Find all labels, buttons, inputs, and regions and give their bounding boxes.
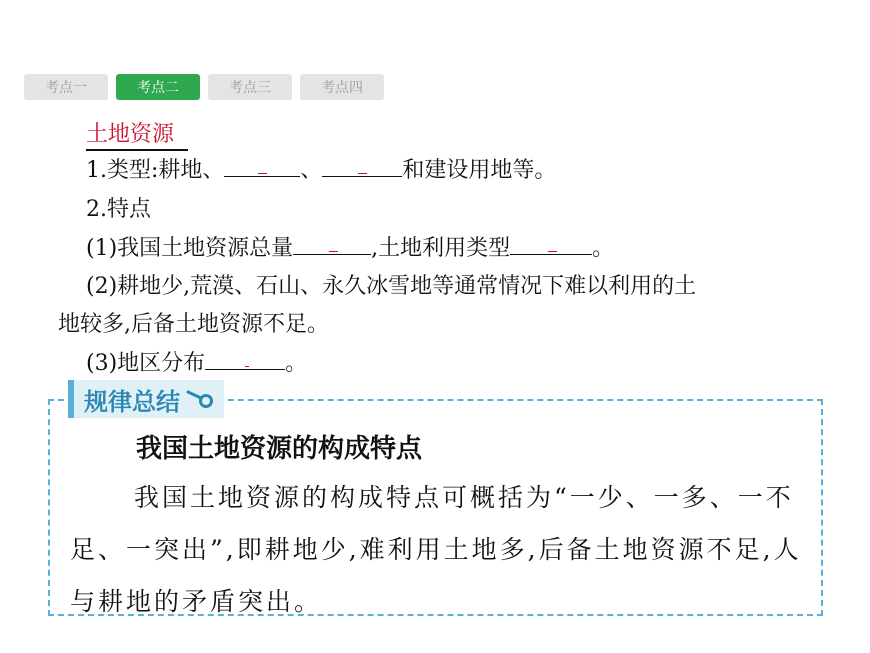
rule-summary-label: 规律总结 <box>84 387 180 416</box>
feature-1-prefix: (1)我国土地资源总量 <box>86 236 294 261</box>
topic-tabs <box>24 74 384 100</box>
key-icon <box>186 388 216 410</box>
rule-heading: 我国土地资源的构成特点 <box>136 434 423 464</box>
blank-field[interactable] <box>510 234 592 255</box>
feature-3-prefix: (3)地区分布 <box>86 351 206 376</box>
type-line-prefix: 1.类型:耕地、 <box>86 158 225 183</box>
type-line <box>86 153 556 184</box>
features-heading: 2.特点 <box>86 197 151 222</box>
blank-field[interactable] <box>224 156 300 177</box>
type-line-suffix: 和建设用地等。 <box>402 158 557 183</box>
blank-field[interactable] <box>293 234 371 255</box>
blank-field[interactable] <box>205 349 285 370</box>
type-line-separator: 、 <box>300 158 323 183</box>
tab-topic-4[interactable]: 考点四 <box>300 74 384 100</box>
tab-topic-1[interactable]: 考点一 <box>24 74 108 100</box>
tab-topic-2[interactable]: 考点二 <box>116 74 200 100</box>
tab-topic-3[interactable]: 考点三 <box>208 74 292 100</box>
section-title: 土地资源 <box>86 117 188 151</box>
feature-1 <box>86 231 614 262</box>
feature-3 <box>86 346 307 377</box>
blank-field[interactable] <box>322 156 402 177</box>
feature-1-end: 。 <box>592 236 615 261</box>
feature-1-mid: ,土地利用类型 <box>371 236 511 261</box>
rule-body: 我国土地资源的构成特点可概括为“一少、一多、一不足、一突出”,即耕地少,难利用土地多,后备土地资源不足,人与耕地的矛盾突出。 <box>70 483 802 616</box>
feature-3-end: 。 <box>285 351 308 376</box>
rule-summary-badge <box>68 380 224 418</box>
feature-2-line-1: (2)耕地少,荒漠、石山、永久冰雪地等通常情况下难以利用的土 <box>86 274 697 299</box>
feature-2-line-2: 地较多,后备土地资源不足。 <box>58 312 329 337</box>
